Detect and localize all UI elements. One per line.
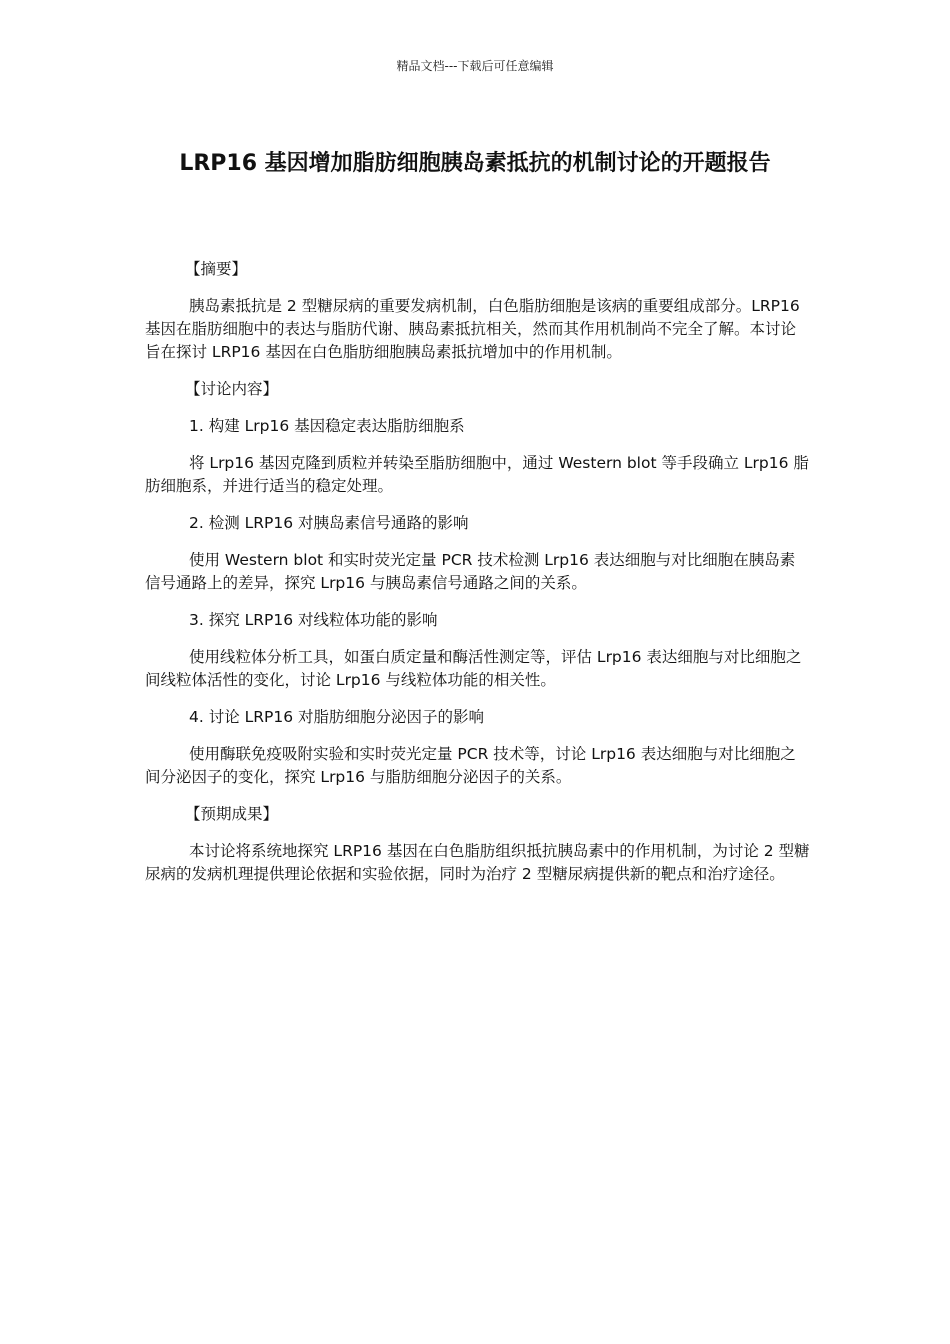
item-2-paragraph: 使用 Western blot 和实时荧光定量 PCR 技术检测 Lrp16 表达细胞与对比细胞在胰岛素信号通路上的差异，探究 Lrp16 与胰岛素信号通路之间的关系。 bbox=[145, 551, 796, 592]
abstract-paragraph: 胰岛素抵抗是 2 型糖尿病的重要发病机制，白色脂肪细胞是该病的重要组成部分。LRP16 基因在脂肪细胞中的表达与脂肪代谢、胰岛素抵抗相关，然而其作用机制尚不完全了解。本讨论旨在探讨 LRP16 基因在白色脂肪细胞胰岛素抵抗增加中的作用机制。 bbox=[145, 297, 800, 361]
expected-results-paragraph: 本讨论将系统地探究 LRP16 基因在白色脂肪组织抵抗胰岛素中的作用机制，为讨论 2 型糖尿病的发病机理提供理论依据和实验依据，同时为治疗 2 型糖尿病提供新的靶点和治疗途径。 bbox=[145, 842, 810, 883]
discussion-heading: 【讨论内容】 bbox=[185, 380, 279, 398]
item-1-heading: 1. 构建 Lrp16 基因稳定表达脂肪细胞系 bbox=[189, 417, 465, 435]
document-body bbox=[145, 258, 810, 900]
document-title: LRP16 基因增加脂肪细胞胰岛素抵抗的机制讨论的开题报告 bbox=[179, 151, 771, 176]
item-1-paragraph: 将 Lrp16 基因克隆到质粒并转染至脂肪细胞中，通过 Western blot 等手段确立 Lrp16 脂肪细胞系，并进行适当的稳定处理。 bbox=[145, 454, 809, 495]
item-3-heading: 3. 探究 LRP16 对线粒体功能的影响 bbox=[189, 611, 438, 629]
item-4-paragraph: 使用酶联免疫吸附实验和实时荧光定量 PCR 技术等，讨论 Lrp16 表达细胞与对比细胞之间分泌因子的变化，探究 Lrp16 与脂肪细胞分泌因子的关系。 bbox=[145, 745, 796, 786]
header-note: 精品文档---下载后可任意编辑 bbox=[396, 59, 554, 73]
abstract-heading: 【摘要】 bbox=[185, 260, 248, 278]
item-4-heading: 4. 讨论 LRP16 对脂肪细胞分泌因子的影响 bbox=[189, 708, 485, 726]
expected-results-heading: 【预期成果】 bbox=[185, 805, 279, 823]
item-2-heading: 2. 检测 LRP16 对胰岛素信号通路的影响 bbox=[189, 514, 469, 532]
item-3-paragraph: 使用线粒体分析工具，如蛋白质定量和酶活性测定等，评估 Lrp16 表达细胞与对比细胞之间线粒体活性的变化，讨论 Lrp16 与线粒体功能的相关性。 bbox=[145, 648, 802, 689]
